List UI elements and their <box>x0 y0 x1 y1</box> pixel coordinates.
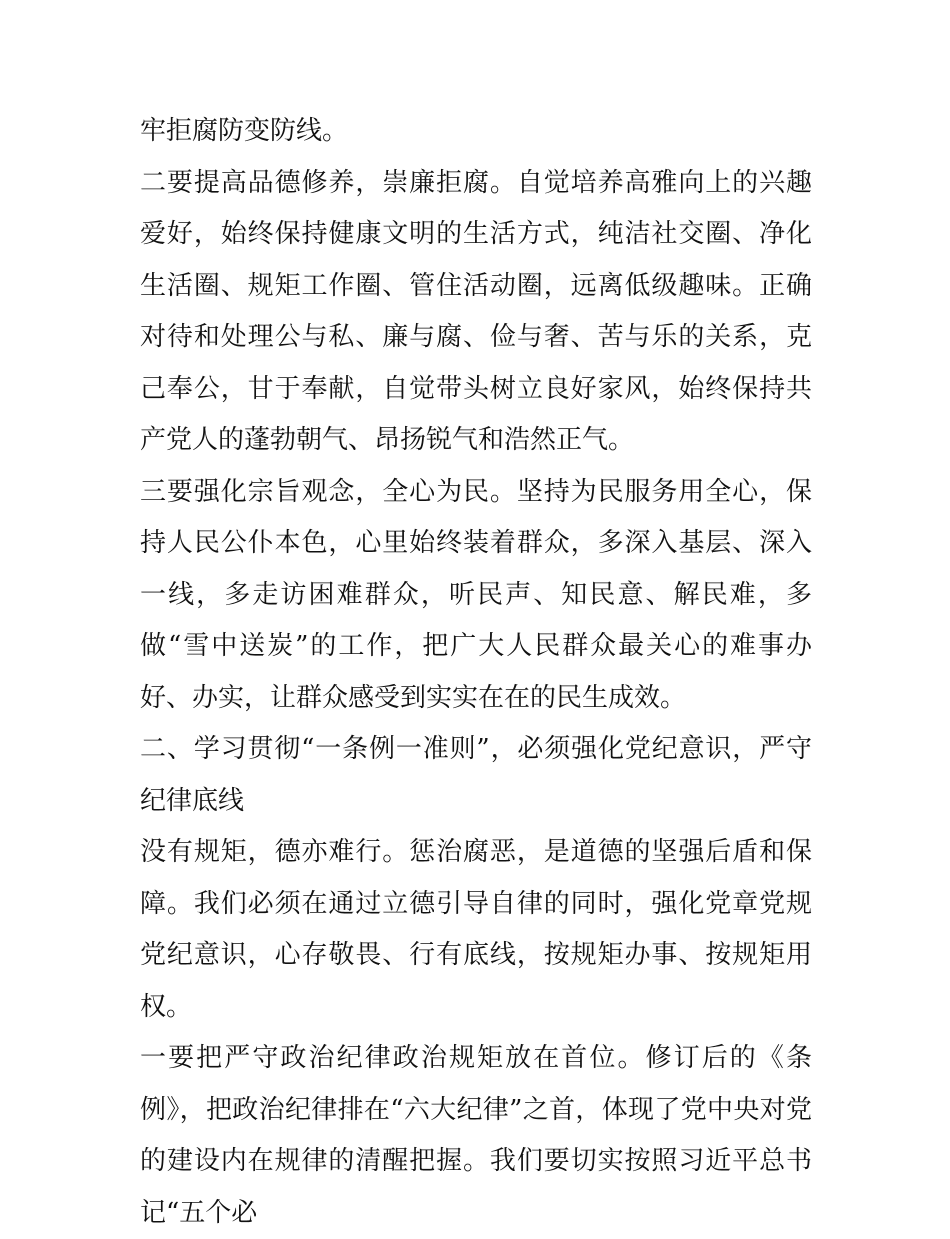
paragraph-3: 三要强化宗旨观念，全心为民。坚持为民服务用全心，保持人民公仆本色，心里始终装着群众，多深入基层、深入一线，多走访困难群众，听民声、知民意、解民难，多做“雪中送炭”的工作，把广大人民群众最关心的难事办好、办实，让群众感受到实实在在的民生成效。 <box>140 476 812 713</box>
paragraph-1: 牢拒腐防变防线。 <box>140 116 349 146</box>
document-body <box>140 106 812 1239</box>
paragraph-2: 二要提高品德修养，崇廉拒腐。自觉培养高雅向上的兴趣爱好，始终保持健康文明的生活方式，纯洁社交圈、净化生活圈、规矩工作圈、管住活动圈，远离低级趣味。正确对待和处理公与私、廉与腐、俭与奢、苦与乐的关系，克己奉公，甘于奉献，自觉带头树立良好家风，始终保持共产党人的蓬勃朝气、昂扬锐气和浩然正气。 <box>140 167 812 455</box>
paragraph-4: 没有规矩，德亦难行。惩治腐恶，是道德的坚强后盾和保障。我们必须在通过立德引导自律的同时，强化党章党规党纪意识，心存敬畏、行有底线，按规矩办事、按规矩用权。 <box>140 837 812 1022</box>
section-heading: 二、学习贯彻“一条例一准则”，必须强化党纪意识，严守纪律底线 <box>140 734 812 816</box>
paragraph-5: 一要把严守政治纪律政治规矩放在首位。修订后的《条例》，把政治纪律排在“六大纪律”之首，体现了党中央对党的建设内在规律的清醒把握。我们要切实按照习近平总书记“五个必 <box>140 1043 812 1228</box>
